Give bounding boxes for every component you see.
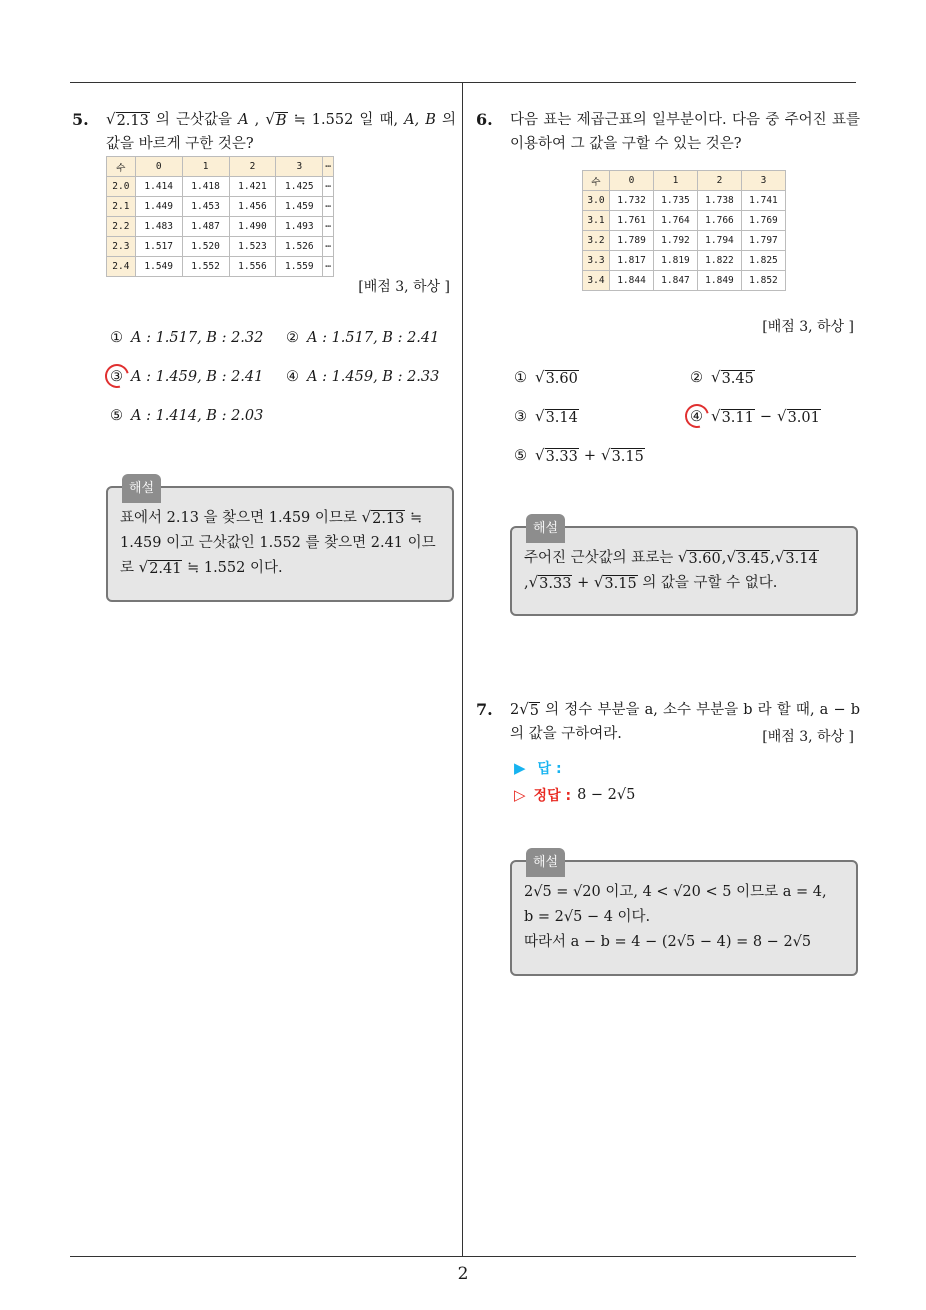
table-row	[107, 257, 334, 277]
table-row	[107, 237, 334, 257]
explanation-box: 해설 주어진 근삿값의 표로는 √ 3.60 , √ 3.45 , √ 3.14 , √ 3.33 + √ 3.15 의 값을 구할 수 없다.	[510, 526, 858, 616]
table-cell: 1.847	[653, 271, 697, 291]
choice-1[interactable]: ① A : 1.517, B : 2.32	[110, 329, 264, 346]
table-cell: 1.819	[653, 251, 697, 271]
table-cell: 1.794	[697, 231, 741, 251]
explanation-line: b = 2√5 − 4 이다.	[524, 909, 651, 925]
table-header-cell: 3	[276, 157, 323, 177]
column-divider	[462, 83, 463, 1257]
table-cell: ⋯	[323, 237, 334, 257]
table-cell: 1.844	[610, 271, 654, 291]
question-text: 2 √ 5 의 정수 부분을 a, 소수 부분을 b 라 할 때, a − b 의 값을 구하여라.	[510, 700, 861, 742]
table-header-cell: ⋯	[323, 157, 334, 177]
answer-line: ▶ 답 :	[514, 758, 562, 777]
table-cell: 1.459	[276, 197, 323, 217]
solution-line: ▷ 정답 : 8 − 2√5	[514, 785, 636, 804]
table-cell: 1.789	[610, 231, 654, 251]
table-cell: 1.738	[697, 191, 741, 211]
bottom-rule	[70, 1256, 856, 1257]
selected-circle-mark	[681, 399, 714, 432]
table-cell: 1.817	[610, 251, 654, 271]
score-note: [배점 3, 하상 ]	[358, 279, 450, 295]
table-cell: 1.418	[182, 177, 229, 197]
question-6	[476, 100, 860, 592]
table-cell: ⋯	[323, 177, 334, 197]
table-row	[583, 251, 786, 271]
table-cell: 1.797	[741, 231, 785, 251]
explanation-tag: 해설	[526, 848, 565, 877]
table-row	[583, 191, 786, 211]
table-cell: 1.732	[610, 191, 654, 211]
table-row-header: 2.2	[107, 217, 136, 237]
choice-1[interactable]: ① √ 3.60	[514, 367, 578, 387]
table-cell: ⋯	[323, 217, 334, 237]
explanation-tag: 해설	[526, 514, 565, 543]
table-row-header: 2.0	[107, 177, 136, 197]
table-header-cell: 1	[182, 157, 229, 177]
question-7	[476, 698, 861, 950]
choice-5[interactable]: ⑤ A : 1.414, B : 2.03	[110, 407, 264, 424]
answer-choices	[514, 358, 854, 475]
table-cell: 1.761	[610, 211, 654, 231]
table-cell: 1.559	[276, 257, 323, 277]
top-rule	[70, 82, 856, 83]
table-cell: 1.421	[229, 177, 276, 197]
sqrt-expression: √ B	[265, 110, 287, 129]
table-header-cell: 수	[107, 157, 136, 177]
table-cell: 1.552	[182, 257, 229, 277]
table-row	[107, 217, 334, 237]
table-header-cell: 2	[697, 171, 741, 191]
table-cell: 1.520	[182, 237, 229, 257]
table-cell: 1.825	[741, 251, 785, 271]
question-number: 6.	[476, 110, 493, 129]
choice-3[interactable]: ③ √ 3.14	[514, 406, 578, 426]
explanation-box	[510, 855, 858, 976]
table-cell: 1.487	[182, 217, 229, 237]
table-row	[107, 197, 334, 217]
square-root-table	[582, 170, 786, 291]
table-row-header: 2.4	[107, 257, 136, 277]
table-cell: 1.769	[741, 211, 785, 231]
score-note: [배점 3, 하상 ]	[762, 729, 854, 745]
table-cell: 1.517	[135, 237, 182, 257]
outline-arrow-icon: ▷	[514, 785, 526, 804]
table-row-header: 3.3	[583, 251, 610, 271]
question-text: 다음 표는 제곱근표의 일부분이다. 다음 중 주어진 표를 이용하여 그 값을 구할 수 있는 것은?	[510, 112, 860, 152]
page-number: 2	[457, 1264, 469, 1284]
choice-2[interactable]: ② A : 1.517, B : 2.41	[286, 329, 440, 346]
explanation-line: 따라서 a − b = 4 − (2√5 − 4) = 8 − 2√5	[524, 934, 812, 950]
choice-4[interactable]: ④ A : 1.459, B : 2.33	[286, 368, 440, 385]
explanation-box: 해설 표에서 2.13 을 찾으면 1.459 이므로 √ 2.13 ≒ 1.459 이고 근삿값인 1.552 를 찾으면 2.41 이므로 √ 2.41 ≒ 1.552 이다.	[106, 486, 454, 602]
explanation-tag: 해설	[122, 474, 161, 503]
choice-3[interactable]: ③ A : 1.459, B : 2.41	[110, 369, 286, 385]
sqrt-expression: √ 2.13	[106, 110, 149, 129]
table-row-header: 2.1	[107, 197, 136, 217]
table-cell: 1.523	[229, 237, 276, 257]
score-note: [배점 3, 하상 ]	[762, 319, 854, 335]
table-row	[107, 177, 334, 197]
table-row	[583, 231, 786, 251]
table-header-cell: 수	[583, 171, 610, 191]
table-header-cell: 0	[135, 157, 182, 177]
table-row	[583, 211, 786, 231]
table-header-cell: 1	[653, 171, 697, 191]
table-row-header: 2.3	[107, 237, 136, 257]
table-cell: ⋯	[323, 197, 334, 217]
square-root-table	[106, 156, 334, 277]
table-cell: 1.483	[135, 217, 182, 237]
table-cell: 1.449	[135, 197, 182, 217]
table-cell: 1.741	[741, 191, 785, 211]
table-row	[583, 271, 786, 291]
table-header-cell: 3	[741, 171, 785, 191]
table-cell: 1.764	[653, 211, 697, 231]
table-header-cell: 2	[229, 157, 276, 177]
solution-value: 8 − 2√5	[577, 786, 636, 803]
table-row-header: 3.4	[583, 271, 610, 291]
table-cell: 1.414	[135, 177, 182, 197]
table-cell: 1.453	[182, 197, 229, 217]
table-cell: 1.549	[135, 257, 182, 277]
choice-4[interactable]: ④ √ 3.11 − √ 3.01	[690, 407, 821, 427]
question-text: √ 2.13 의 근삿값을 A , √ B ≒ 1.552 일 때, A, B 의 값을 바르게 구한 것은?	[106, 110, 456, 152]
question-number: 5.	[72, 110, 89, 129]
table-row-header: 3.1	[583, 211, 610, 231]
table-cell: 1.493	[276, 217, 323, 237]
play-arrow-icon: ▶	[514, 758, 526, 777]
choice-5[interactable]: ⑤ √ 3.33 + √ 3.15	[514, 445, 644, 465]
explanation-line: 2√5 = √20 이고, 4 < √20 < 5 이므로 a = 4,	[524, 884, 827, 900]
table-cell: 1.852	[741, 271, 785, 291]
table-row-header: 3.2	[583, 231, 610, 251]
choice-2[interactable]: ② √ 3.45	[690, 367, 754, 387]
table-cell: 1.456	[229, 197, 276, 217]
table-cell: 1.526	[276, 237, 323, 257]
table-cell: ⋯	[323, 257, 334, 277]
table-row-header: 3.0	[583, 191, 610, 211]
selected-circle-mark	[101, 359, 134, 392]
table-cell: 1.425	[276, 177, 323, 197]
table-cell: 1.792	[653, 231, 697, 251]
table-cell: 1.849	[697, 271, 741, 291]
question-5	[72, 100, 456, 577]
answer-choices	[110, 318, 450, 435]
table-cell: 1.822	[697, 251, 741, 271]
table-cell: 1.766	[697, 211, 741, 231]
table-cell: 1.556	[229, 257, 276, 277]
table-cell: 1.735	[653, 191, 697, 211]
table-header-cell: 0	[610, 171, 654, 191]
table-cell: 1.490	[229, 217, 276, 237]
question-number: 7.	[476, 700, 493, 719]
